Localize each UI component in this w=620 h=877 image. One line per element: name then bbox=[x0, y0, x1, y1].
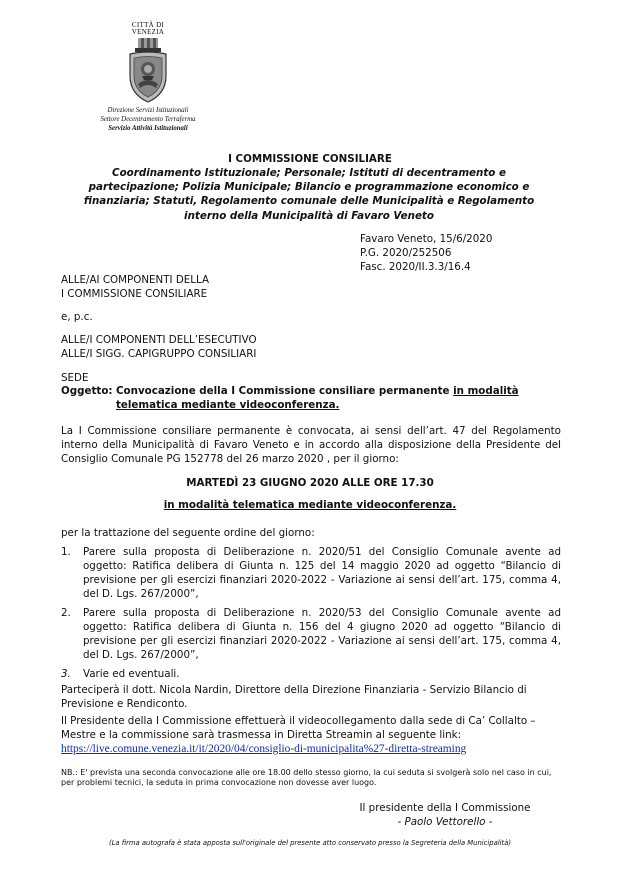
agenda-item-text: Varie ed eventuali. bbox=[83, 668, 180, 680]
streaming-text: Il Presidente della I Commissione effettuerà il videocollegamento dalla sede di Ca’ Collalto – Mestre e la commissione sarà trasmessa in Diretta Streamin al seguente link: bbox=[61, 715, 536, 741]
cc-label: e, p.c. bbox=[61, 311, 93, 323]
city-logo bbox=[118, 22, 178, 108]
service-line: Servizio Attività Istituzionali bbox=[108, 125, 188, 132]
recipient-line: ALLE/I COMPONENTI DELL’ESECUTIVO bbox=[61, 334, 257, 346]
subject-text: Convocazione della I Commissione consiliare permanente bbox=[116, 385, 450, 397]
second-call-note: NB.: E' prevista una seconda convocazione alle ore 18.00 dello stesso giorno, la cui seduta si svolgerà solo nel caso in cui, per problemi tecnici, la seduta in prima convocazione non dovesse aver luogo. bbox=[61, 768, 552, 787]
intro-paragraph: La I Commissione consiliare permanente è convocata, ai sensi dell’art. 47 del Regolamento interno della Municipalità di Favaro Veneto e in accordo alla disposizione della Presidente del Consiglio Comunale PG 152778 del 26 marzo 2020 , per il giorno: bbox=[61, 425, 561, 465]
recipients-block bbox=[61, 273, 381, 385]
lion-crest-icon bbox=[118, 36, 178, 106]
agenda-item-number: 3. bbox=[61, 668, 71, 680]
agenda-item-text: Parere sulla proposta di Deliberazione n. 2020/53 del Consiglio Comunale avente ad oggetto: Ratifica delibera di Giunta n. 156 del 4 giugno 2020 ad oggetto “Bilancio di previsione per gli esercizi finanziari 2020-2022 - Variazione ai sensi dell’art. 175, comma 4, del D. Lgs. 267/2000”, bbox=[83, 607, 561, 661]
agenda-intro: per la trattazione del seguente ordine del giorno: bbox=[61, 527, 315, 539]
signature-block bbox=[340, 801, 550, 829]
department-block bbox=[82, 106, 214, 133]
commission-subtitle: Coordinamento Istituzionale; Personale; Istituti di decentramento e partecipazione; Polizia Municipale; Bilancio e programmazione economico e finanziaria; Statuti, Regolamento comunale delle Municipalità e Regolamento interno della Municipalità di Favaro Veneto bbox=[83, 167, 535, 222]
commission-title: I COMMISSIONE CONSILIARE bbox=[228, 153, 392, 165]
participant-paragraph: Parteciperà il dott. Nicola Nardin, Direttore della Direzione Finanziaria - Servizio Bilancio di Previsione e Rendiconto. bbox=[61, 684, 527, 710]
seat-label: SEDE bbox=[61, 372, 89, 384]
agenda-item bbox=[61, 545, 561, 601]
agenda-item bbox=[61, 667, 561, 681]
subject-block bbox=[61, 384, 561, 412]
recipient-line: ALLE/I SIGG. CAPIGRUPPO CONSILIARI bbox=[61, 348, 257, 360]
recipient-line: ALLE/AI COMPONENTI DELLA bbox=[61, 274, 210, 286]
subject-mode: in modalità telematica mediante videoconferenza. bbox=[116, 385, 519, 411]
recipient-line: I COMMISSIONE CONSILIARE bbox=[61, 288, 208, 300]
streaming-paragraph bbox=[61, 714, 561, 756]
footer-note: (La firma autografa è stata apposta sull'originale del presente atto conservato presso la Segreteria della Municipalità) bbox=[108, 839, 512, 847]
streaming-link[interactable]: https://live.comune.venezia.it/it/2020/04/consiglio-di-municipalita%27-diretta-streaming bbox=[61, 743, 467, 755]
file-number: Fasc. 2020/II.3.3/16.4 bbox=[360, 261, 471, 273]
agenda-list bbox=[61, 545, 561, 681]
signature-name: - Paolo Vettorello - bbox=[397, 816, 493, 828]
agenda-item-number: 2. bbox=[61, 607, 71, 619]
meeting-mode: in modalità telematica mediante videoconferenza. bbox=[163, 499, 457, 511]
sector-line: Settore Decentramento Terraferma bbox=[100, 116, 196, 123]
agenda-item-number: 1. bbox=[61, 546, 71, 558]
protocol-number: P.G. 2020/252506 bbox=[360, 247, 452, 259]
reference-block bbox=[360, 232, 590, 274]
agenda-item-text: Parere sulla proposta di Deliberazione n. 2020/51 del Consiglio Comunale avente ad oggetto: Ratifica delibera di Giunta n. 125 del 14 maggio 2020 ad oggetto “Bilancio di previsione per gli esercizi finanziari 2020-2022 - Variazione ai sensi dell’art. 175, comma 4, del D. Lgs. 267/2000”, bbox=[83, 546, 561, 600]
logo-text-2: VENEZIA bbox=[131, 28, 165, 36]
subject-label: Oggetto: bbox=[61, 385, 113, 397]
place-date: Favaro Veneto, 15/6/2020 bbox=[360, 233, 493, 245]
agenda-item bbox=[61, 606, 561, 662]
meeting-date: MARTEDÌ 23 GIUGNO 2020 ALLE ORE 17.30 bbox=[186, 477, 434, 489]
signature-role: Il presidente della I Commissione bbox=[359, 802, 531, 814]
department-line: Direzione Servizi Istituzionali bbox=[107, 107, 189, 114]
logo-text-1: CITTÀ DI bbox=[131, 21, 165, 29]
